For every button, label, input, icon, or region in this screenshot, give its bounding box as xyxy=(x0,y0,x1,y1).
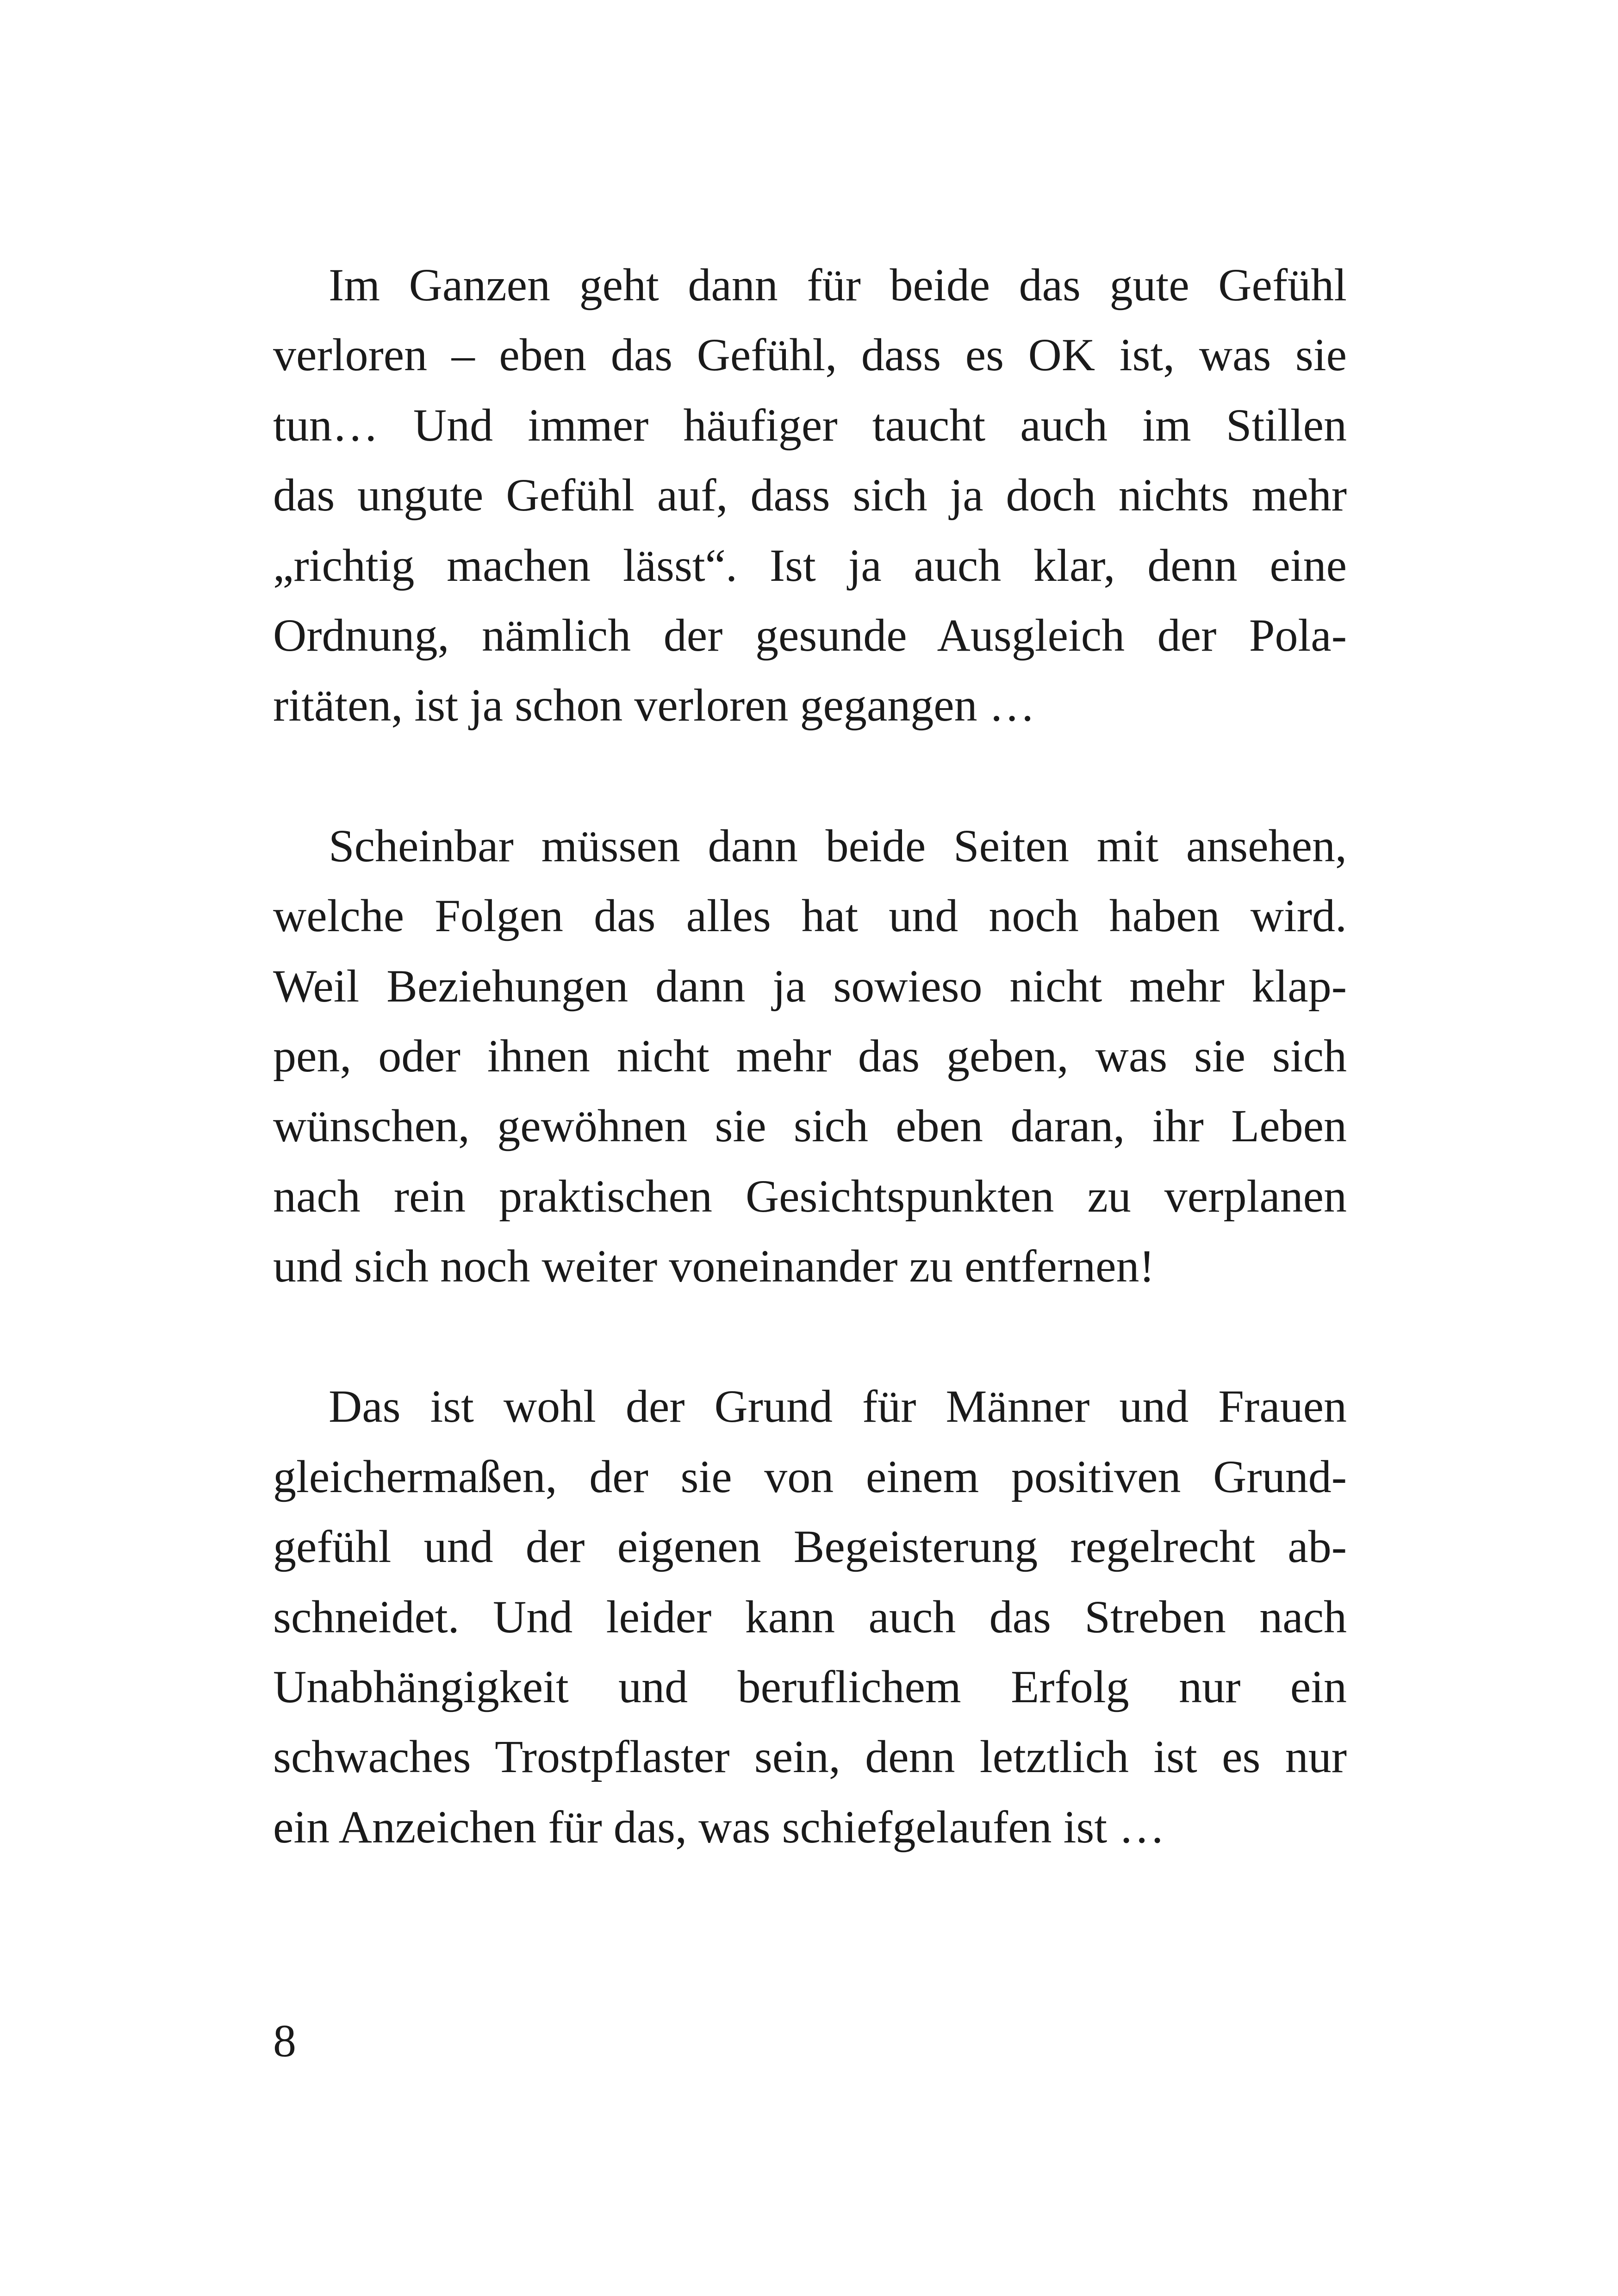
text-line: Ordnung, nämlich der gesunde Ausgleich der Pola- xyxy=(273,609,1347,661)
text-line: welche Folgen das alles hat und noch haben wird. xyxy=(273,890,1347,942)
text-line: Im Ganzen geht dann für beide das gute Gefühl xyxy=(329,259,1347,311)
text-line: gleichermaßen, der sie von einem positiven Grund- xyxy=(273,1450,1347,1502)
text-line: Scheinbar müssen dann beide Seiten mit ansehen, xyxy=(329,820,1347,871)
text-line: ein Anzeichen für das, was schiefgelaufen ist … xyxy=(273,1801,1165,1853)
text-line: schneidet. Und leider kann auch das Streben nach xyxy=(273,1591,1347,1643)
text-line: und sich noch weiter voneinander zu entfernen! xyxy=(273,1240,1155,1292)
text-line: gefühl und der eigenen Begeisterung regelrecht ab- xyxy=(273,1521,1347,1573)
text-line: Das ist wohl der Grund für Männer und Frauen xyxy=(329,1381,1347,1432)
text-line: nach rein praktischen Gesichtspunkten zu verplanen xyxy=(273,1170,1347,1222)
paragraph-2 xyxy=(273,811,1347,1301)
text-line: Unabhängigkeit und beruflichem Erfolg nur ein xyxy=(273,1661,1347,1713)
text-line: Weil Beziehungen dann ja sowieso nicht mehr klap- xyxy=(273,960,1347,1012)
body-text xyxy=(273,250,1347,1932)
text-line: tun… Und immer häufiger taucht auch im Stillen xyxy=(273,399,1347,451)
text-line: das ungute Gefühl auf, dass sich ja doch nichts mehr xyxy=(273,469,1347,521)
page-number: 8 xyxy=(273,2015,296,2066)
text-line: verloren – eben das Gefühl, dass es OK ist, was sie xyxy=(273,329,1347,381)
paragraph-3 xyxy=(273,1371,1347,1862)
text-line: wünschen, gewöhnen sie sich eben daran, ihr Leben xyxy=(273,1100,1347,1152)
text-line: „richtig machen lässt“. Ist ja auch klar, denn eine xyxy=(273,539,1347,591)
paragraph-1 xyxy=(273,250,1347,740)
text-line: pen, oder ihnen nicht mehr das geben, was sie sich xyxy=(273,1030,1347,1082)
text-line: ritäten, ist ja schon verloren gegangen … xyxy=(273,679,1035,731)
text-line: schwaches Trostpflaster sein, denn letztlich ist es nur xyxy=(273,1731,1347,1783)
